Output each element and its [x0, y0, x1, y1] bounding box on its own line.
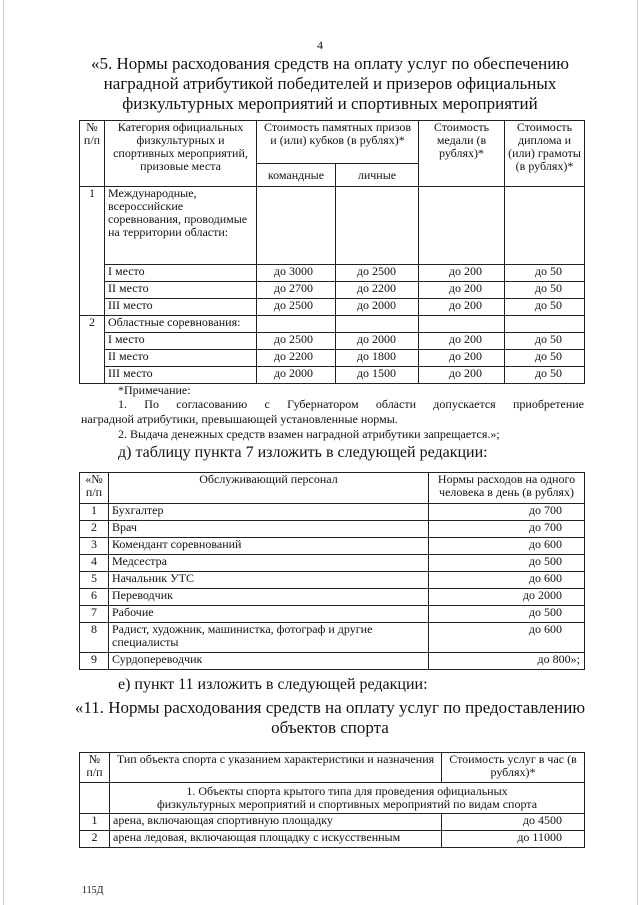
awards-header-diploma: Стоимость диплома и (или) грамоты (в рублях)*: [505, 121, 585, 187]
medal-cell: до 200: [419, 350, 505, 367]
type-cell: арена ледовая, включающая площадку с искусственным: [110, 831, 442, 848]
personal-cell: до 2000: [336, 333, 419, 350]
awards-header-medal: Стоимость медали (в рублях)*: [419, 121, 505, 187]
place-cell: II место: [105, 282, 257, 299]
norm-cell: до 600: [429, 538, 585, 555]
personal-cell: до 2000: [336, 299, 419, 316]
table-row: [80, 623, 585, 653]
awards-header-team: командные: [257, 164, 336, 187]
row-num: 8: [80, 623, 109, 653]
section5-title-line3: физкультурных мероприятий и спортивных мероприятий: [122, 94, 538, 113]
staff-cell: Начальник УТС: [109, 572, 429, 589]
row-num: 1: [80, 814, 110, 831]
staff-cell: Сурдопереводчик: [109, 653, 429, 670]
staff-cell: Врач: [109, 521, 429, 538]
place-cell: II место: [105, 350, 257, 367]
norm-cell: до 700: [429, 521, 585, 538]
note2: 2. Выдача денежных средств взамен наградной атрибутики запрещается.»;: [118, 427, 500, 441]
place-cell: I место: [105, 265, 257, 282]
table-row: [80, 265, 585, 282]
awards-header-category: Категория официальных физкультурных и спортивных мероприятий, призовые места: [105, 121, 257, 187]
section11-title-line2: объектов спорта: [271, 718, 389, 737]
table-row: [80, 350, 585, 367]
awards-table: [79, 120, 585, 384]
row-num: 6: [80, 589, 109, 606]
table-row: [80, 555, 585, 572]
note1-line2: наградной атрибутики, превышающей установленные нормы.: [81, 412, 398, 426]
table-row: [80, 187, 585, 265]
clause-e: е) пункт 11 изложить в следующей редакции:: [118, 676, 428, 693]
staff-cell: Радист, художник, машинистка, фотограф и другие специалисты: [109, 623, 429, 653]
group-title: Областные соревнования:: [105, 316, 257, 333]
diploma-cell: до 50: [505, 299, 585, 316]
row-num: 4: [80, 555, 109, 572]
table-row: [80, 538, 585, 555]
team-cell: до 3000: [257, 265, 336, 282]
medal-cell: до 200: [419, 282, 505, 299]
table-row: [80, 521, 585, 538]
team-cell: до 2200: [257, 350, 336, 367]
personal-cell: до 2500: [336, 265, 419, 282]
diploma-cell: до 50: [505, 282, 585, 299]
note1-line1: 1. По согласованию с Губернатором области допускается приобретение: [118, 397, 584, 411]
medal-cell: до 200: [419, 265, 505, 282]
clause-d: д) таблицу пункта 7 изложить в следующей редакции:: [118, 444, 488, 461]
facilities-table: [79, 752, 585, 848]
staff-cell: Медсестра: [109, 555, 429, 572]
facilities-header-num: № п/п: [80, 753, 110, 783]
scan-edge-left: [3, 0, 4, 905]
team-cell: до 2700: [257, 282, 336, 299]
group-title: Международные, всероссийские соревнования, проводимые на территории области:: [105, 187, 257, 265]
diploma-cell: до 50: [505, 265, 585, 282]
table-row: [80, 572, 585, 589]
table-row: [80, 316, 585, 333]
row-num: 9: [80, 653, 109, 670]
footer-code: 115Д: [82, 885, 104, 896]
norm-cell: до 800»;: [429, 653, 585, 670]
awards-header-personal: личные: [336, 164, 419, 187]
norm-cell: до 600: [429, 572, 585, 589]
diploma-cell: до 50: [505, 367, 585, 384]
norm-cell: до 600: [429, 623, 585, 653]
team-cell: до 2500: [257, 333, 336, 350]
medal-cell: до 200: [419, 299, 505, 316]
staff-header-num: «№ п/п: [80, 473, 109, 504]
group-num: 1: [80, 187, 105, 316]
team-cell: до 2500: [257, 299, 336, 316]
medal-cell: до 200: [419, 333, 505, 350]
diploma-cell: до 50: [505, 350, 585, 367]
diploma-cell: до 50: [505, 333, 585, 350]
row-num: 3: [80, 538, 109, 555]
section5-title-line1: «5. Нормы расходования средств на оплату услуг по обеспечению: [91, 54, 569, 73]
section5-title-line2: наградной атрибутикой победителей и призеров официальных: [103, 74, 557, 93]
row-num: 1: [80, 504, 109, 521]
awards-header-prizes: Стоимость памятных призов и (или) кубков (в рублях)*: [257, 121, 419, 164]
table-row: [80, 814, 585, 831]
awards-header-num: № п/п: [80, 121, 105, 187]
place-cell: I место: [105, 333, 257, 350]
staff-cell: Комендант соревнований: [109, 538, 429, 555]
place-cell: III место: [105, 367, 257, 384]
staff-cell: Рабочие: [109, 606, 429, 623]
table-row: [80, 333, 585, 350]
staff-table: [79, 472, 585, 670]
table-row: [80, 504, 585, 521]
staff-header-norm: Нормы расходов на одного человека в день (в рублях): [429, 473, 585, 504]
section11-title-line1: «11. Нормы расходования средств на оплату услуг по предоставлению: [74, 698, 586, 717]
personal-cell: до 2200: [336, 282, 419, 299]
table-row: [80, 282, 585, 299]
scan-edge-right: [637, 0, 638, 905]
norm-cell: до 500: [429, 606, 585, 623]
norm-cell: до 700: [429, 504, 585, 521]
team-cell: до 2000: [257, 367, 336, 384]
table-row: [80, 299, 585, 316]
note-title: *Примечание:: [118, 383, 191, 397]
group-num: 2: [80, 316, 105, 384]
table-row: [80, 367, 585, 384]
row-num: 2: [80, 521, 109, 538]
staff-cell: Переводчик: [109, 589, 429, 606]
page-number: 4: [317, 38, 323, 52]
staff-cell: Бухгалтер: [109, 504, 429, 521]
norm-cell: до 2000: [429, 589, 585, 606]
medal-cell: до 200: [419, 367, 505, 384]
table-row: [80, 589, 585, 606]
staff-header-personnel: Обслуживающий персонал: [109, 473, 429, 504]
type-cell: арена, включающая спортивную площадку: [110, 814, 442, 831]
facilities-header-type: Тип объекта спорта с указанием характеристики и назначения: [110, 753, 442, 783]
facilities-header-cost: Стоимость услуг в час (в рублях)*: [442, 753, 585, 783]
table-row: [80, 606, 585, 623]
row-num: 5: [80, 572, 109, 589]
cost-cell: до 11000: [442, 831, 585, 848]
row-num: 7: [80, 606, 109, 623]
personal-cell: до 1500: [336, 367, 419, 384]
table-row: [80, 653, 585, 670]
norm-cell: до 500: [429, 555, 585, 572]
table-row: [80, 831, 585, 848]
personal-cell: до 1800: [336, 350, 419, 367]
facilities-subheader: 1. Объекты спорта крытого типа для проведения официальных физкультурных мероприятий и спортивных мероприятий по видам спорта: [110, 783, 585, 814]
place-cell: III место: [105, 299, 257, 316]
row-num: 2: [80, 831, 110, 848]
cost-cell: до 4500: [442, 814, 585, 831]
